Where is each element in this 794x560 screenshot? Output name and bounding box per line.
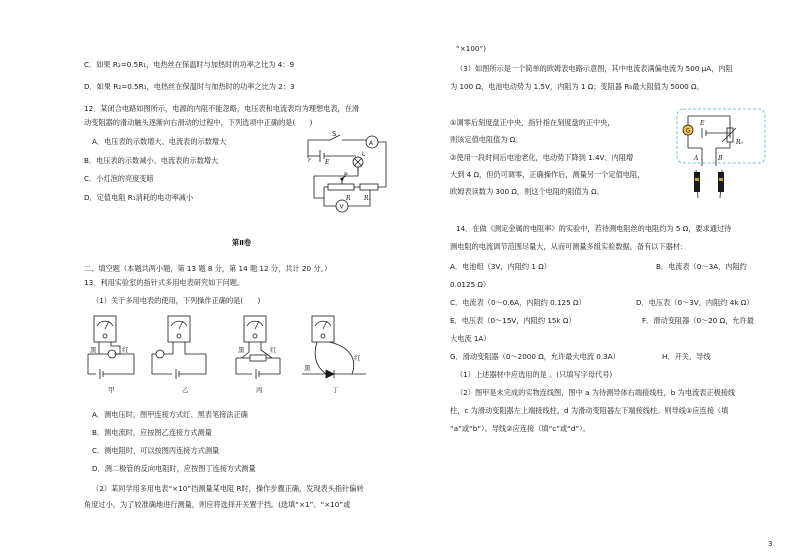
left-column (84, 0, 414, 560)
option-a: A．电压表的示数增大、电流表的示数增大 (92, 137, 227, 146)
option-d: D．测二极管的反向电阻时，应按图丁连接方式测量 (92, 464, 256, 473)
text-line: 角度过小，为了较准确地进行测量，则应将选择开关置于挡。(选填“×1”、“×10”或 (84, 500, 351, 509)
right-column (450, 0, 780, 560)
option-f: F．滑动变阻器（0～20 Ω，允许最 (642, 316, 754, 325)
label-b: B (718, 155, 723, 162)
figure-caption: 甲 (108, 386, 115, 394)
ohmmeter-diagram (676, 108, 768, 202)
label-a: A (694, 155, 699, 162)
text-line: 12．某闭合电路如图所示，电源的内阻不能忽略，电压表和电流表均为理想电表，在滑 (84, 104, 360, 113)
option-b: B．电流表（0～3A，内阻约 (656, 262, 747, 271)
figure-caption: 丁 (332, 386, 339, 394)
text-line: ①调零后刻度盘正中央，指针指在刻度盘的正中央， (450, 118, 615, 127)
circuit-diagram-q12 (300, 128, 400, 218)
text-line: D．如果 R₂=0.5R₁，电热丝在保温时与加热时的功率之比为 2：3 (84, 82, 295, 91)
probe-black-label: 黑 (238, 346, 245, 354)
text-line: （1）上述器材中应选用的是 。(只填写字母代号) (456, 370, 613, 379)
label-a: A (369, 140, 374, 147)
text-line: C．如果 R₂=0.5R₁，电热丝在保温时与加热时的功率之比为 4：9 (84, 60, 295, 69)
text-line: 欧姆表读数为 300 Ω，则这个电阻的阻值为 Ω。 (450, 187, 604, 196)
option-a: A．电池组（3V，内阻约 1 Ω） (450, 262, 551, 271)
probe-red-label: 红 (270, 346, 277, 354)
text-line: 14．在做《测定金属的电阻率》的实验中，若待测电阻丝的电阻约为 5 Ω，要求通过待 (456, 224, 732, 233)
option-c: C．测电阻时，可以按图丙连接方式测量 (92, 446, 220, 455)
text-line: 动变阻器的滑动触头逐渐向右滑动的过程中，下列选项中正确的是( ) (84, 118, 313, 127)
probe-red-label: 红 (354, 354, 361, 362)
label-s: S (332, 130, 337, 138)
section-title: 第Ⅱ卷 (232, 238, 252, 247)
figure-caption: 丙 (256, 386, 263, 394)
option-g: G．滑动变阻器（0～2000 Ω，允许最大电流 0.3A） (450, 352, 620, 361)
text-line: （2）某同学用多用电表“×10”挡测量某电阻 R时，操作步骤正确，发现表头指针偏转 (92, 484, 364, 493)
text-line: 0.0125 Ω） (450, 280, 491, 289)
option-c: C．小灯泡的亮度变暗 (84, 174, 154, 183)
text-line: （3）如图所示是一个简单的欧姆表电路示意图，其中电流表满偏电流为 500 μA，内阻 (456, 64, 733, 73)
label-r0: R₀ (736, 139, 743, 146)
label-l: L (362, 151, 366, 158)
option-d: D．电压表（0～3V，内阻约 4k Ω） (636, 298, 754, 307)
option-b: B．测电流时，应按图乙连接方式测量 (92, 428, 212, 437)
label-rheostat: R (346, 195, 351, 202)
probe-red-label: 红 (122, 346, 129, 354)
figure-caption: 乙 (182, 386, 189, 394)
option-c: C．电流表（0～0.6A，内阻约 0.125 Ω） (450, 298, 586, 307)
text-line: “×100”) (456, 44, 486, 53)
probe-black-label: 黑 (90, 346, 97, 354)
text-line: 为 100 Ω，电池电动势为 1.5V，内阻为 1 Ω；变阻器 R₀最大阻值为 5000 Ω。 (450, 82, 704, 91)
text-line: ②使用一段时间后电池老化，电动势下降到 1.4V、内阻增 (450, 153, 634, 162)
option-h: H．开关、导线 (662, 352, 711, 361)
text-line: 测电阻的电流调节范围尽量大，从而可测量多组实验数据，备有以下器材： (450, 242, 688, 251)
label-r1: R₁ (364, 195, 371, 202)
text-line: 大到 4 Ω，但仍可调零，正确操作后，测量另一个定值电阻， (450, 170, 645, 179)
probe-black-label: 黑 (304, 364, 311, 372)
option-b: B．电压表的示数减小、电流表的示数增大 (84, 156, 219, 165)
text-line: 13．利用实验室的指针式多用电表研究如下问题。 (84, 278, 245, 287)
option-d: D．定值电阻 R₁消耗的电功率减小 (84, 193, 194, 202)
text-line: （2）图甲是未完成的实物连线图，图中 a 为待测导体右端接线柱，b 为电流表正极接线 (456, 388, 736, 397)
text-line: 柱，c 为滑动变阻器左上端接线柱，d 为滑动变阻器左下端接线柱。则导线①应连接（填 (450, 406, 729, 415)
multimeter-diagrams (86, 312, 386, 402)
option-e: E．电压表（0～15V，内阻约 15k Ω） (450, 316, 576, 325)
label-e: E (700, 120, 705, 127)
text-line: 二、填空题（本题共两小题，第 13 题 8 分，第 14 题 12 分，共计 20 分。） (84, 264, 332, 273)
option-a: A．测电压时，图甲连接方式红、黑表笔接法正确 (92, 410, 248, 419)
galvanometer-label: G (685, 127, 691, 135)
text-line: 大电流 1A） (450, 334, 491, 343)
text-line: “a”或“b”）。导线②应连接（填“c”或“d”）。 (450, 424, 590, 433)
label-e: E (325, 159, 330, 166)
label-r: r (308, 157, 311, 164)
page-number: 3 (768, 540, 773, 548)
text-line: （1）关于多用电表的使用，下列操作正确的是( ) (92, 296, 261, 305)
text-line: 则该定值电阻值为 Ω。 (450, 135, 523, 144)
label-v: V (339, 203, 344, 211)
label-p: P (344, 172, 348, 179)
